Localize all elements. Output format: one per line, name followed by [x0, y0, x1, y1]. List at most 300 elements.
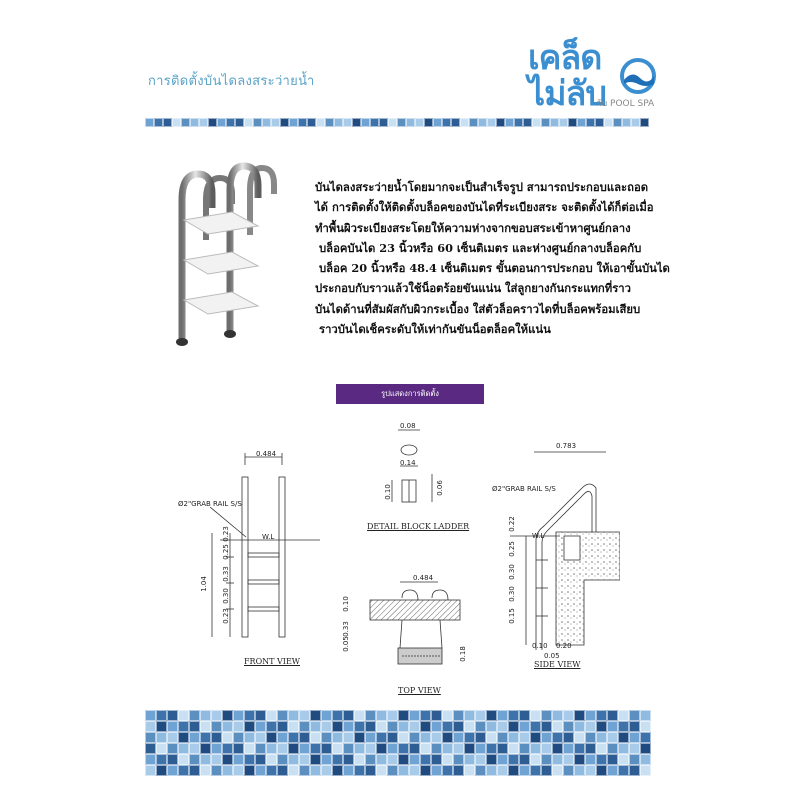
- mosaic-tile: [222, 721, 233, 732]
- mosaic-tile: [244, 765, 255, 776]
- mosaic-tile: [508, 732, 519, 743]
- detail-block-drawing: [380, 418, 450, 518]
- mosaic-tile: [541, 743, 552, 754]
- mosaic-tile: [266, 765, 277, 776]
- mosaic-tile: [453, 710, 464, 721]
- mosaic-tile: [596, 743, 607, 754]
- mosaic-tile: [475, 732, 486, 743]
- mosaic-tile: [253, 118, 262, 127]
- mosaic-tile: [618, 743, 629, 754]
- mosaic-tile: [299, 710, 310, 721]
- mosaic-tile: [433, 118, 442, 127]
- mosaic-tile: [453, 743, 464, 754]
- mosaic-tile: [453, 732, 464, 743]
- mosaic-tile: [298, 118, 307, 127]
- mosaic-tile: [156, 710, 167, 721]
- mosaic-tile: [332, 710, 343, 721]
- mosaic-tile: [200, 732, 211, 743]
- mosaic-tile: [244, 710, 255, 721]
- mosaic-tile: [613, 118, 622, 127]
- mosaic-tile: [585, 732, 596, 743]
- mosaic-tile: [631, 118, 640, 127]
- mosaic-tile: [277, 754, 288, 765]
- mosaic-tile: [332, 721, 343, 732]
- description-line: บันไดลงสระว่ายน้ำโดยมากจะเป็นสำเร็จรูป สามารถประกอบและถอด: [315, 180, 649, 194]
- mosaic-tile: [596, 732, 607, 743]
- mosaic-tile: [211, 732, 222, 743]
- mosaic-tile: [596, 754, 607, 765]
- front-view-caption: FRONT VIEW: [244, 657, 301, 666]
- description-line: ราวบันไดเช็คระดับให้เท่ากันขันน็อตล็อคให้แน่น: [319, 322, 551, 337]
- mosaic-tile: [376, 721, 387, 732]
- mosaic-tile: [200, 743, 211, 754]
- mosaic-tile: [530, 765, 541, 776]
- mosaic-tile: [387, 754, 398, 765]
- mosaic-tile: [145, 732, 156, 743]
- mosaic-tile: [409, 743, 420, 754]
- mosaic-tile: [464, 721, 475, 732]
- mosaic-tile: [640, 743, 651, 754]
- mosaic-tile: [310, 754, 321, 765]
- mosaic-tile: [271, 118, 280, 127]
- mosaic-tile: [497, 710, 508, 721]
- mosaic-tile: [640, 765, 651, 776]
- mosaic-tile: [431, 710, 442, 721]
- mosaic-tile: [310, 732, 321, 743]
- mosaic-tile: [629, 710, 640, 721]
- mosaic-tile: [607, 721, 618, 732]
- mosaic-tile: [607, 754, 618, 765]
- front-total-label: 1.04: [199, 576, 208, 592]
- top-dim-label: 0.33: [341, 621, 350, 637]
- mosaic-tile: [552, 721, 563, 732]
- mosaic-tile: [156, 754, 167, 765]
- mosaic-tile: [211, 743, 222, 754]
- mosaic-tile: [376, 710, 387, 721]
- mosaic-tile: [618, 754, 629, 765]
- mosaic-tile: [178, 754, 189, 765]
- mosaic-tile: [622, 118, 631, 127]
- side-dim-label: 0.25: [507, 541, 516, 557]
- mosaic-tile: [354, 710, 365, 721]
- mosaic-tile: [559, 118, 568, 127]
- mosaic-tile: [343, 732, 354, 743]
- mosaic-tile: [519, 765, 530, 776]
- mosaic-tile: [487, 118, 496, 127]
- description-line: ทำพื้นผิวระเบียงสระโดยให้ความห่างจากขอบสระเข้าหาศูนย์กลาง: [315, 220, 631, 235]
- mosaic-tile: [464, 765, 475, 776]
- mosaic-tile: [178, 710, 189, 721]
- mosaic-tile: [442, 721, 453, 732]
- mosaic-tile: [343, 754, 354, 765]
- top-width-label: 0.484: [413, 574, 434, 582]
- mosaic-tile: [343, 118, 352, 127]
- mosaic-tile: [496, 118, 505, 127]
- front-grab-rail-label: Ø2"GRAB RAIL S/S: [178, 500, 242, 508]
- mosaic-tile: [167, 743, 178, 754]
- detail-dim-label: 0.06: [435, 480, 444, 496]
- mosaic-tile: [226, 118, 235, 127]
- mosaic-tile: [475, 765, 486, 776]
- mosaic-tile: [244, 743, 255, 754]
- mosaic-tile: [222, 710, 233, 721]
- mosaic-tile: [541, 721, 552, 732]
- mosaic-tile: [552, 754, 563, 765]
- mosaic-tile: [321, 710, 332, 721]
- mosaic-tile: [420, 732, 431, 743]
- mosaic-tile: [442, 765, 453, 776]
- mosaic-tile: [550, 118, 559, 127]
- mosaic-tile: [442, 732, 453, 743]
- mosaic-tile: [145, 754, 156, 765]
- mosaic-tile: [208, 118, 217, 127]
- mosaic-tile: [365, 765, 376, 776]
- mosaic-tile: [365, 754, 376, 765]
- mosaic-tile: [343, 710, 354, 721]
- mosaic-tile: [288, 721, 299, 732]
- mosaic-tile: [277, 765, 288, 776]
- mosaic-tile: [530, 743, 541, 754]
- description-line: บันไดด้านที่สัมผัสกับผิวกระเบื้อง ใส่ตัวล็อคราวไดที่บล็อคพร้อมเสียบ: [315, 301, 641, 316]
- mosaic-tile: [343, 721, 354, 732]
- mosaic-tile: [145, 118, 154, 127]
- mosaic-tile: [442, 754, 453, 765]
- mosaic-tile: [189, 721, 200, 732]
- mosaic-tile: [167, 710, 178, 721]
- mosaic-tile: [365, 721, 376, 732]
- front-width-label: 0.484: [256, 450, 277, 458]
- mosaic-tile: [568, 118, 577, 127]
- mosaic-tile: [519, 721, 530, 732]
- mosaic-tile: [552, 765, 563, 776]
- mosaic-tile: [199, 118, 208, 127]
- mosaic-tile: [442, 118, 451, 127]
- mosaic-tile: [233, 710, 244, 721]
- mosaic-tile: [376, 754, 387, 765]
- mosaic-tile: [541, 732, 552, 743]
- mosaic-tile: [299, 754, 310, 765]
- mosaic-tile: [332, 754, 343, 765]
- mosaic-tile: [189, 754, 200, 765]
- front-dim-label: 0.25: [221, 544, 230, 560]
- mosaic-tile: [387, 732, 398, 743]
- mosaic-tile: [486, 710, 497, 721]
- mosaic-tile: [398, 743, 409, 754]
- mosaic-tile: [475, 710, 486, 721]
- mosaic-tile: [222, 743, 233, 754]
- mosaic-tile: [618, 765, 629, 776]
- mosaic-tile: [376, 732, 387, 743]
- mosaic-tile: [586, 118, 595, 127]
- mosaic-tile: [266, 754, 277, 765]
- logo-line-1: เคล็ด: [528, 38, 602, 78]
- front-view-drawing: [190, 445, 330, 670]
- mosaic-tile: [640, 118, 649, 127]
- mosaic-tile: [475, 754, 486, 765]
- mosaic-tile: [343, 743, 354, 754]
- mosaic-tile: [310, 743, 321, 754]
- mosaic-tile: [523, 118, 532, 127]
- mosaic-tile: [145, 765, 156, 776]
- mosaic-tile: [505, 118, 514, 127]
- mosaic-tile: [406, 118, 415, 127]
- pool-ladder-photo: [168, 160, 280, 350]
- mosaic-tile: [497, 754, 508, 765]
- mosaic-tile: [585, 765, 596, 776]
- side-dim-label: 0.22: [507, 516, 516, 532]
- mosaic-tile: [354, 754, 365, 765]
- mosaic-tile: [211, 754, 222, 765]
- mosaic-tile: [321, 765, 332, 776]
- detail-dim-label: 0.14: [400, 459, 416, 467]
- mosaic-tile: [640, 710, 651, 721]
- mosaic-tile: [486, 721, 497, 732]
- description-line: ประกอบกับราวแล้วใช้น็อตร้อยขันแน่น ใส่ลูกยางกันกระแทกที่ราว: [315, 281, 631, 296]
- mosaic-tile: [629, 754, 640, 765]
- mosaic-tile: [460, 118, 469, 127]
- mosaic-tile: [255, 710, 266, 721]
- mosaic-tile: [397, 118, 406, 127]
- mosaic-tile: [233, 743, 244, 754]
- mosaic-tile: [563, 710, 574, 721]
- mosaic-tile: [277, 732, 288, 743]
- mosaic-tile: [288, 754, 299, 765]
- mosaic-tile: [508, 743, 519, 754]
- mosaic-tile: [563, 732, 574, 743]
- front-dim-label: 0.23: [221, 608, 230, 624]
- mosaic-tile: [453, 765, 464, 776]
- mosaic-tile: [332, 743, 343, 754]
- mosaic-tile: [541, 765, 552, 776]
- mosaic-tile: [156, 732, 167, 743]
- mosaic-tile: [420, 743, 431, 754]
- mosaic-tile: [629, 721, 640, 732]
- mosaic-tile: [222, 754, 233, 765]
- mosaic-tile: [280, 118, 289, 127]
- mosaic-tile: [189, 710, 200, 721]
- mosaic-tile: [388, 118, 397, 127]
- mosaic-tile: [189, 743, 200, 754]
- front-dim-label: 0.30: [221, 588, 230, 604]
- mosaic-tile: [178, 743, 189, 754]
- mosaic-tile: [299, 732, 310, 743]
- mosaic-tile: [409, 710, 420, 721]
- side-grab-rail-label: Ø2"GRAB RAIL S/S: [492, 485, 556, 493]
- mosaic-tile: [409, 765, 420, 776]
- mosaic-tile: [310, 721, 321, 732]
- mosaic-tile: [376, 765, 387, 776]
- mosaic-tile: [178, 721, 189, 732]
- mosaic-tile: [156, 743, 167, 754]
- mosaic-tile: [431, 754, 442, 765]
- mosaic-tile: [145, 710, 156, 721]
- mosaic-tile: [409, 754, 420, 765]
- mosaic-tile: [321, 743, 332, 754]
- mosaic-tile: [332, 732, 343, 743]
- mosaic-tile: [585, 710, 596, 721]
- mosaic-tile: [244, 732, 255, 743]
- mosaic-tile: [607, 710, 618, 721]
- description-line: บล็อค 20 นิ้วหรือ 48.4 เซ็นติเมตร ขั้นตอนการประกอบ ให้เอาขั้นบันได: [319, 261, 670, 276]
- top-dim-label: 0.05: [341, 636, 350, 652]
- mosaic-tile: [497, 721, 508, 732]
- mosaic-tile: [172, 118, 181, 127]
- mosaic-tile: [640, 721, 651, 732]
- mosaic-tile: [376, 743, 387, 754]
- top-view-drawing: [340, 570, 465, 685]
- mosaic-tile: [200, 721, 211, 732]
- mosaic-tile: [354, 743, 365, 754]
- logo-suffix: กับ POOL SPA: [596, 99, 655, 109]
- mosaic-tile: [181, 118, 190, 127]
- mosaic-tile: [266, 743, 277, 754]
- mosaic-tile: [431, 721, 442, 732]
- mosaic-tile: [233, 732, 244, 743]
- mosaic-tile: [277, 721, 288, 732]
- top-dim-label: 0.10: [341, 596, 350, 612]
- mosaic-tile: [519, 732, 530, 743]
- side-bottom-label: 0.20: [556, 642, 572, 650]
- mosaic-tile: [530, 754, 541, 765]
- mosaic-tile: [167, 765, 178, 776]
- description-line: ได้ การติดตั้งให้ติดตั้งบล็อคของบันไดที่ระเบียงสระ จะติดตั้งได้ก็ต่อเมื่อ: [315, 200, 654, 215]
- mosaic-tile: [604, 118, 613, 127]
- mosaic-tile: [486, 765, 497, 776]
- mosaic-tile: [629, 743, 640, 754]
- mosaic-tile: [552, 710, 563, 721]
- mosaic-tile: [255, 721, 266, 732]
- mosaic-tile: [497, 765, 508, 776]
- mosaic-tile: [233, 754, 244, 765]
- mosaic-tile: [307, 118, 316, 127]
- mosaic-tile: [541, 118, 550, 127]
- mosaic-tile: [486, 754, 497, 765]
- installation-diagram-button[interactable]: รูปแสดงการติดตั้ง: [336, 384, 484, 404]
- mosaic-tile: [233, 721, 244, 732]
- mosaic-tile: [464, 710, 475, 721]
- mosaic-tile: [475, 743, 486, 754]
- side-bottom-label: 0.10: [532, 642, 548, 650]
- mosaic-tile: [277, 743, 288, 754]
- mosaic-tile: [211, 721, 222, 732]
- mosaic-tile: [145, 743, 156, 754]
- side-dim-label: 0.15: [507, 608, 516, 624]
- mosaic-tile: [343, 765, 354, 776]
- description-text: [315, 177, 670, 339]
- mosaic-tile: [640, 754, 651, 765]
- mosaic-tile: [541, 710, 552, 721]
- mosaic-tile: [266, 710, 277, 721]
- mosaic-tile: [316, 118, 325, 127]
- mosaic-tile: [420, 765, 431, 776]
- mosaic-tile: [354, 721, 365, 732]
- mosaic-tile: [574, 765, 585, 776]
- mosaic-tile: [508, 754, 519, 765]
- mosaic-tile: [469, 118, 478, 127]
- mosaic-tile: [211, 765, 222, 776]
- mosaic-tile: [431, 765, 442, 776]
- mosaic-tile: [577, 118, 586, 127]
- mosaic-tile: [519, 754, 530, 765]
- mosaic-tile: [530, 732, 541, 743]
- mosaic-tile: [478, 118, 487, 127]
- mosaic-tile: [200, 754, 211, 765]
- mosaic-tile: [217, 118, 226, 127]
- mosaic-tile: [288, 710, 299, 721]
- mosaic-tile: [585, 754, 596, 765]
- mosaic-tile: [354, 765, 365, 776]
- mosaic-tile: [453, 754, 464, 765]
- side-view-drawing: [500, 440, 620, 670]
- mosaic-tile: [640, 732, 651, 743]
- mosaic-tile: [442, 743, 453, 754]
- mosaic-tile: [563, 754, 574, 765]
- mosaic-tile: [163, 118, 172, 127]
- mosaic-tile: [596, 721, 607, 732]
- mosaic-tile: [277, 710, 288, 721]
- mosaic-tile: [288, 732, 299, 743]
- mosaic-tile: [222, 765, 233, 776]
- mosaic-tile: [178, 765, 189, 776]
- mosaic-tile: [370, 118, 379, 127]
- mosaic-tile: [519, 743, 530, 754]
- mosaic-tile: [365, 732, 376, 743]
- mosaic-tile: [178, 732, 189, 743]
- logo-line-2: ไม่ลับ: [528, 74, 606, 114]
- mosaic-tile: [585, 743, 596, 754]
- mosaic-tile: [464, 732, 475, 743]
- mosaic-tile: [508, 765, 519, 776]
- mosaic-tile: [255, 743, 266, 754]
- mosaic-tile: [574, 732, 585, 743]
- mosaic-tile: [508, 710, 519, 721]
- detail-dim-label: 0.08: [400, 422, 416, 430]
- mosaic-tile: [200, 710, 211, 721]
- mosaic-tile: [325, 118, 334, 127]
- mosaic-tile: [299, 721, 310, 732]
- mosaic-tile: [497, 743, 508, 754]
- detail-dim-label: 0.10: [383, 484, 392, 500]
- mosaic-tile: [442, 710, 453, 721]
- detail-block-caption: DETAIL BLOCK LADDER: [367, 522, 470, 531]
- brand-logo: [528, 30, 658, 114]
- mosaic-tile: [244, 754, 255, 765]
- side-dim-label: 0.30: [507, 586, 516, 602]
- mosaic-tile: [431, 732, 442, 743]
- mosaic-tile: [530, 721, 541, 732]
- mosaic-tile: [398, 710, 409, 721]
- mosaic-tile: [453, 721, 464, 732]
- mosaic-tile: [387, 721, 398, 732]
- mosaic-tile: [409, 721, 420, 732]
- side-view-caption: SIDE VIEW: [534, 660, 581, 669]
- mosaic-tile: [607, 743, 618, 754]
- mosaic-tile: [387, 765, 398, 776]
- page-title: การติดตั้งบันไดลงสระว่ายน้ำ: [148, 74, 315, 89]
- mosaic-tile: [486, 732, 497, 743]
- front-dim-label: 0.33: [221, 566, 230, 582]
- mosaic-tile: [497, 732, 508, 743]
- mosaic-tile: [530, 710, 541, 721]
- side-dim-label: 0.30: [507, 564, 516, 580]
- mosaic-tile: [563, 721, 574, 732]
- mosaic-tile: [156, 765, 167, 776]
- mosaic-tile: [266, 721, 277, 732]
- mosaic-tile: [321, 754, 332, 765]
- mosaic-tile: [541, 754, 552, 765]
- mosaic-tile: [156, 721, 167, 732]
- mosaic-tile: [167, 721, 178, 732]
